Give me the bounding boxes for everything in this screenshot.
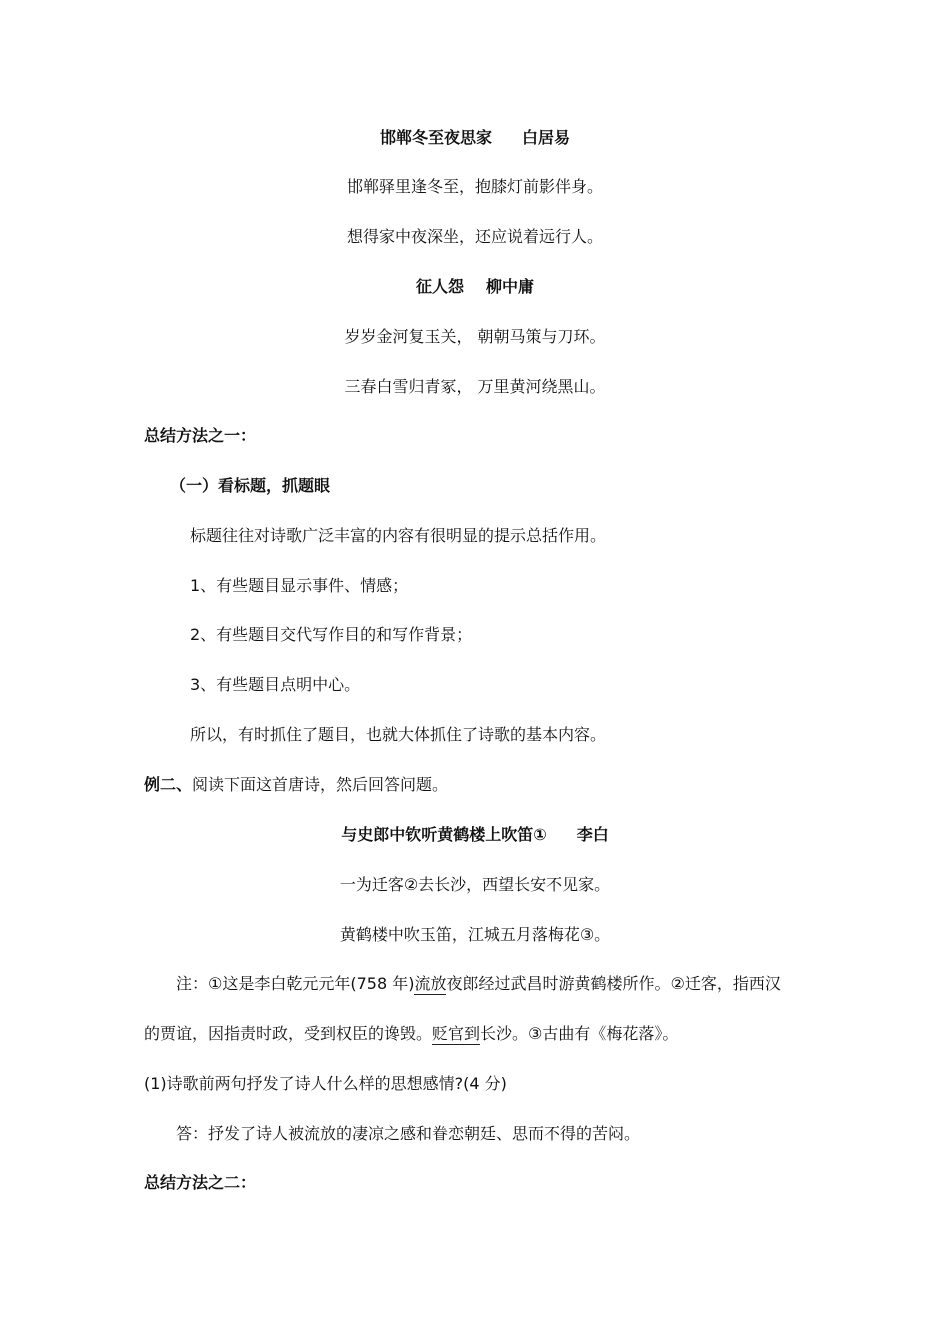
summary1-item-1: 1、有些题目显示事件、情感； — [190, 576, 409, 595]
example2-poem-line-2: 黄鹤楼中吹玉笛，江城五月落梅花③。 — [339, 925, 611, 944]
example2-instruction: 阅读下面这首唐诗，然后回答问题。 — [192, 775, 449, 794]
poem2-heading — [0, 276, 950, 298]
example2-poem-heading — [0, 824, 950, 846]
example2-question: (1)诗歌前两句抒发了诗人什么样的思想感情?(4 分) — [144, 1074, 507, 1093]
example2-poem-line-1: 一为迁客②去长沙，西望长安不见家。 — [339, 875, 611, 894]
example2-answer: 答：抒发了诗人被流放的凄凉之感和眷恋朝廷、思而不得的苦闷。 — [176, 1124, 641, 1143]
note-text-c: 的贾谊，因指责时政，受到权臣的谗毁。 — [144, 1024, 433, 1043]
summary1-heading: 总结方法之一： — [144, 426, 257, 445]
example2-note-line-2 — [144, 1023, 678, 1045]
note-underlined-exile: 流放 — [414, 974, 447, 993]
summary1-subheading: （一）看标题，抓题眼 — [170, 476, 331, 495]
example2-label: 例二、 — [144, 775, 193, 794]
example2-note-line-1 — [176, 973, 781, 995]
example2-intro — [144, 774, 448, 796]
poem2-author: 柳中庸 — [486, 277, 535, 296]
summary1-conclusion: 所以，有时抓住了题目，也就大体抓住了诗歌的基本内容。 — [190, 725, 607, 744]
example2-poem-title: 与史郎中钦听黄鹤楼上吹笛① — [341, 825, 547, 844]
summary1-item-2: 2、有些题目交代写作目的和写作背景； — [190, 625, 473, 644]
note-underlined-demoted: 贬官到 — [432, 1024, 481, 1043]
note-text-b: 夜郎经过武昌时游黄鹤楼所作。②迁客，指西汉 — [446, 974, 781, 993]
note-text-a: 注：①这是李白乾元元年(758 年) — [176, 974, 415, 993]
poem1-line-1: 邯郸驿里逢冬至，抱膝灯前影伴身。 — [346, 177, 603, 196]
summary2-heading: 总结方法之二： — [144, 1173, 257, 1192]
summary1-item-3: 3、有些题目点明中心。 — [190, 675, 361, 694]
poem2-line-2: 三春白雪归青冢， 万里黄河绕黑山。 — [344, 377, 606, 396]
example2-poem-author: 李白 — [576, 825, 609, 844]
poem1-title: 邯郸冬至夜思家 — [379, 128, 492, 147]
poem1-author: 白居易 — [522, 128, 571, 147]
summary1-intro: 标题往往对诗歌广泛丰富的内容有很明显的提示总括作用。 — [190, 526, 607, 545]
poem1-heading — [0, 127, 950, 149]
poem1-line-2: 想得家中夜深坐，还应说着远行人。 — [346, 227, 603, 246]
poem2-title: 征人怨 — [415, 277, 464, 296]
poem2-line-1: 岁岁金河复玉关， 朝朝马策与刀环。 — [344, 327, 606, 346]
note-text-d: 长沙。③古曲有《梅花落》。 — [480, 1024, 679, 1043]
